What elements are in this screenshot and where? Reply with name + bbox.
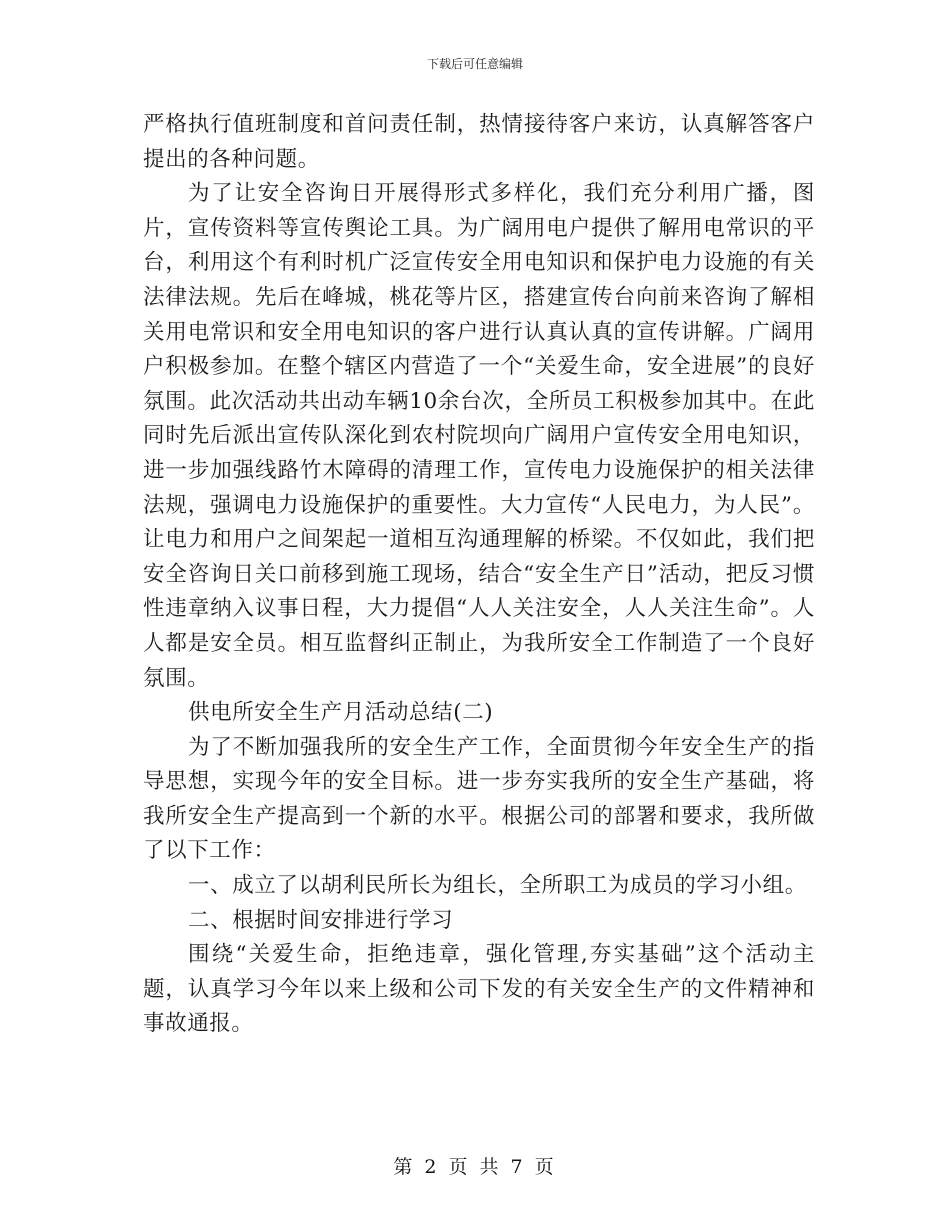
paragraph-intro: 为了不断加强我所的安全生产工作，全面贯彻今年安全生产的指导思想，实现今年的安全目标。进一步夯实我所的安全生产基础，将我所安全生产提高到一个新的水平。根据公司的部署和要求，我所做了以下工作： <box>143 734 815 864</box>
paragraph-item-one: 一、成立了以胡利民所长为组长，全所职工为成员的学习小组。 <box>188 873 807 899</box>
paragraph-continued: 严格执行值班制度和首问责任制，热情接待客户来访，认真解答客户提出的各种问题。 <box>143 112 815 172</box>
paragraph-consultation-day: 为了让安全咨询日开展得形式多样化，我们充分利用广播，图片，宣传资料等宣传舆论工具。为广阔用电户提供了解用电常识的平台，利用这个有利时机广泛宣传安全用电知识和保护电力设施的有关法律法规。先后在峰城，桃花等片区，搭建宣传台向前来咨询了解相关用电常识和安全用电知识的客户进行认真认真的宣传讲解。广阔用户积极参加。在整个辖区内营造了一个“关爱生命，安全进展”的良好氛围。此次活动共出动车辆10余台次，全所员工积极参加其中。在此同时先后派出宣传队深化到农村院坝向广阔用户宣传安全用电知识，进一步加强线路竹木障碍的清理工作，宣传电力设施保护的相关法律法规，强调电力设施保护的重要性。大力宣传“人民电力，为人民”。让电力和用户之间架起一道相互沟通理解的桥梁。不仅如此，我们把安全咨询日关口前移到施工现场，结合“安全生产日”活动，把反习惯性违章纳入议事日程，大力提倡“人人关注安全，人人关注生命”。人人都是安全员。相互监督纠正制止，为我所安全工作制造了一个良好氛围。 <box>143 181 815 691</box>
document-body <box>143 108 815 1042</box>
page-number: 第 2 页 共 7 页 <box>393 1156 557 1178</box>
paragraph-study-theme: 围绕“关爱生命，拒绝违章，强化管理,夯实基础”这个活动主题，认真学习今年以来上级和公司下发的有关安全生产的文件精神和事故通报。 <box>143 942 815 1037</box>
page-header-note: 下载后可任意编辑 <box>426 57 523 71</box>
paragraph-item-two: 二、根据时间安排进行学习 <box>188 907 454 933</box>
section-heading: 供电所安全生产月活动总结(二) <box>188 700 494 726</box>
